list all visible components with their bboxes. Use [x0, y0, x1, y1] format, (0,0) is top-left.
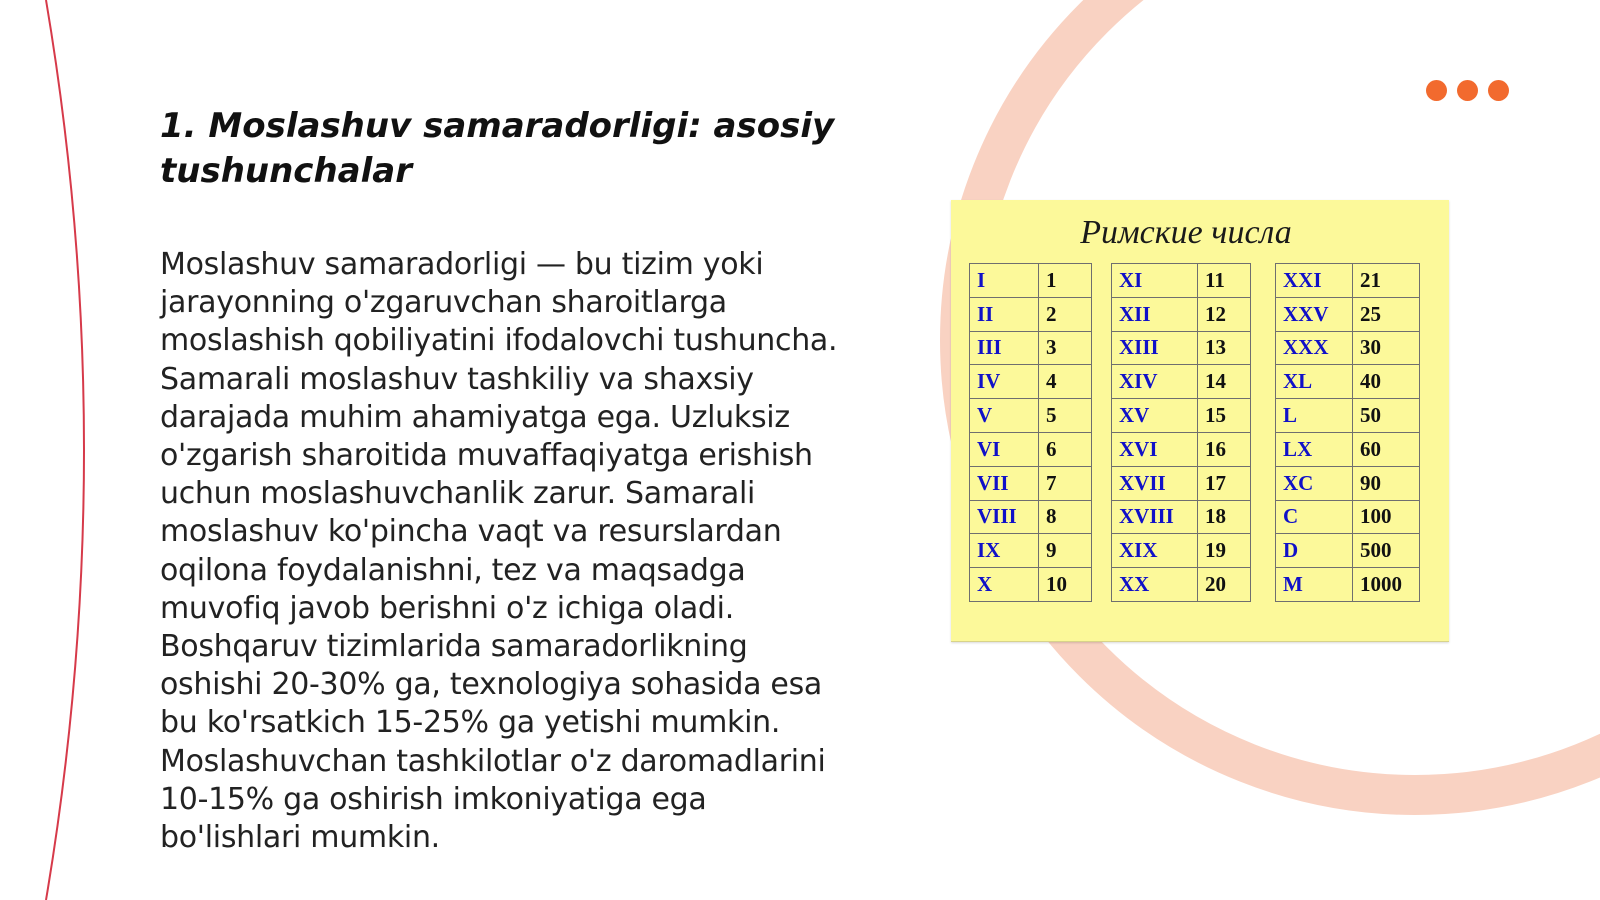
arabic-number: 20	[1198, 568, 1251, 602]
numeral-row	[1112, 466, 1251, 500]
roman-numeral: XX	[1112, 568, 1198, 602]
roman-numeral: XXX	[1276, 331, 1353, 365]
numeral-row	[1276, 568, 1420, 602]
roman-numerals-image	[951, 200, 1449, 642]
arabic-number: 21	[1353, 264, 1420, 298]
arabic-number: 9	[1039, 534, 1092, 568]
numeral-row	[1276, 466, 1420, 500]
roman-numeral: XVIII	[1112, 500, 1198, 534]
arabic-number: 12	[1198, 297, 1251, 331]
roman-numeral: VIII	[970, 500, 1039, 534]
arabic-number: 5	[1039, 399, 1092, 433]
roman-numerals-title: Римские числа	[1080, 214, 1292, 251]
arabic-number: 14	[1198, 365, 1251, 399]
roman-numeral: XXV	[1276, 297, 1353, 331]
numeral-row	[1276, 399, 1420, 433]
arabic-number: 4	[1039, 365, 1092, 399]
roman-numeral: D	[1276, 534, 1353, 568]
arabic-number: 15	[1198, 399, 1251, 433]
numerals-column-1	[969, 263, 1092, 602]
numeral-row	[1276, 432, 1420, 466]
arabic-number: 30	[1353, 331, 1420, 365]
arabic-number: 11	[1198, 264, 1251, 298]
roman-numeral: V	[970, 399, 1039, 433]
numeral-row	[1112, 534, 1251, 568]
numeral-row	[970, 432, 1092, 466]
arabic-number: 50	[1353, 399, 1420, 433]
numeral-row	[1112, 264, 1251, 298]
arabic-number: 16	[1198, 432, 1251, 466]
numerals-column-2	[1111, 263, 1251, 602]
dot	[1488, 80, 1509, 101]
arabic-number: 7	[1039, 466, 1092, 500]
roman-numeral: III	[970, 331, 1039, 365]
more-dots-icon	[1426, 80, 1509, 101]
left-curve-line	[46, 0, 84, 900]
arabic-number: 8	[1039, 500, 1092, 534]
arabic-number: 25	[1353, 297, 1420, 331]
roman-numeral: LX	[1276, 432, 1353, 466]
roman-numeral: XIX	[1112, 534, 1198, 568]
roman-numeral: I	[970, 264, 1039, 298]
arabic-number: 10	[1039, 568, 1092, 602]
arabic-number: 6	[1039, 432, 1092, 466]
numeral-row	[1112, 331, 1251, 365]
arabic-number: 3	[1039, 331, 1092, 365]
roman-numeral: XI	[1112, 264, 1198, 298]
numeral-row	[970, 331, 1092, 365]
numeral-row	[1112, 432, 1251, 466]
roman-numeral: X	[970, 568, 1039, 602]
arabic-number: 90	[1353, 466, 1420, 500]
dot	[1426, 80, 1447, 101]
numeral-row	[970, 365, 1092, 399]
roman-numeral: XL	[1276, 365, 1353, 399]
arabic-number: 500	[1353, 534, 1420, 568]
arabic-number: 2	[1039, 297, 1092, 331]
arabic-number: 13	[1198, 331, 1251, 365]
numeral-row	[970, 534, 1092, 568]
numeral-row	[970, 568, 1092, 602]
numeral-row	[970, 399, 1092, 433]
roman-numeral: XVII	[1112, 466, 1198, 500]
numeral-row	[1276, 534, 1420, 568]
roman-numeral: IV	[970, 365, 1039, 399]
arabic-number: 40	[1353, 365, 1420, 399]
numerals-column-3	[1275, 263, 1420, 602]
numeral-row	[1276, 264, 1420, 298]
numeral-row	[970, 297, 1092, 331]
roman-numeral: XV	[1112, 399, 1198, 433]
roman-numeral: XVI	[1112, 432, 1198, 466]
numeral-row	[1112, 297, 1251, 331]
numeral-row	[970, 466, 1092, 500]
arabic-number: 1000	[1353, 568, 1420, 602]
arabic-number: 18	[1198, 500, 1251, 534]
numeral-row	[1276, 365, 1420, 399]
dot	[1457, 80, 1478, 101]
arabic-number: 100	[1353, 500, 1420, 534]
roman-numeral: C	[1276, 500, 1353, 534]
slide-title: 1. Moslashuv samaradorligi: asosiy tushunchalar	[160, 106, 835, 191]
numeral-row	[1276, 297, 1420, 331]
arabic-number: 60	[1353, 432, 1420, 466]
arabic-number: 17	[1198, 466, 1251, 500]
roman-numeral: II	[970, 297, 1039, 331]
arabic-number: 1	[1039, 264, 1092, 298]
roman-numeral: M	[1276, 568, 1353, 602]
numeral-row	[1112, 568, 1251, 602]
roman-numeral: XC	[1276, 466, 1353, 500]
numeral-row	[1112, 365, 1251, 399]
roman-numeral: XIII	[1112, 331, 1198, 365]
numeral-row	[1112, 500, 1251, 534]
numeral-row	[970, 264, 1092, 298]
roman-numeral: L	[1276, 399, 1353, 433]
arabic-number: 19	[1198, 534, 1251, 568]
roman-numeral: VII	[970, 466, 1039, 500]
roman-numeral: XXI	[1276, 264, 1353, 298]
roman-numeral: XII	[1112, 297, 1198, 331]
numeral-row	[970, 500, 1092, 534]
numeral-row	[1276, 331, 1420, 365]
numeral-row	[1276, 500, 1420, 534]
roman-numeral: IX	[970, 534, 1039, 568]
numeral-row	[1112, 399, 1251, 433]
roman-numeral: VI	[970, 432, 1039, 466]
slide-body-text: Moslashuv samaradorligi — bu tizim yoki jarayonning o'zgaruvchan sharoitlarga moslashish qobiliyatini ifodalovchi tushuncha. Samarali moslashuv tashkiliy va shaxsiy darajada muhim ahamiyatga ega. Uzluksiz o'zgarish sharoitida muvaffaqiyatga erishish uchun moslashuvchanlik zarur. Samarali moslashuv ko'pincha vaqt va resurslardan oqilona foydalanishni, tez va maqsadga muvofiq javob berishni o'z ichiga oladi. Boshqaruv tizimlarida samaradorlikning oshishi 20-30% ga, texnologiya sohasida esa bu ko'rsatkich 15-25% ga yetishi mumkin. Moslashuvchan tashkilotlar o'z daromadlarini 10-15% ga oshirish imkoniyatiga ega bo'lishlari mumkin.	[160, 247, 838, 856]
roman-numeral: XIV	[1112, 365, 1198, 399]
